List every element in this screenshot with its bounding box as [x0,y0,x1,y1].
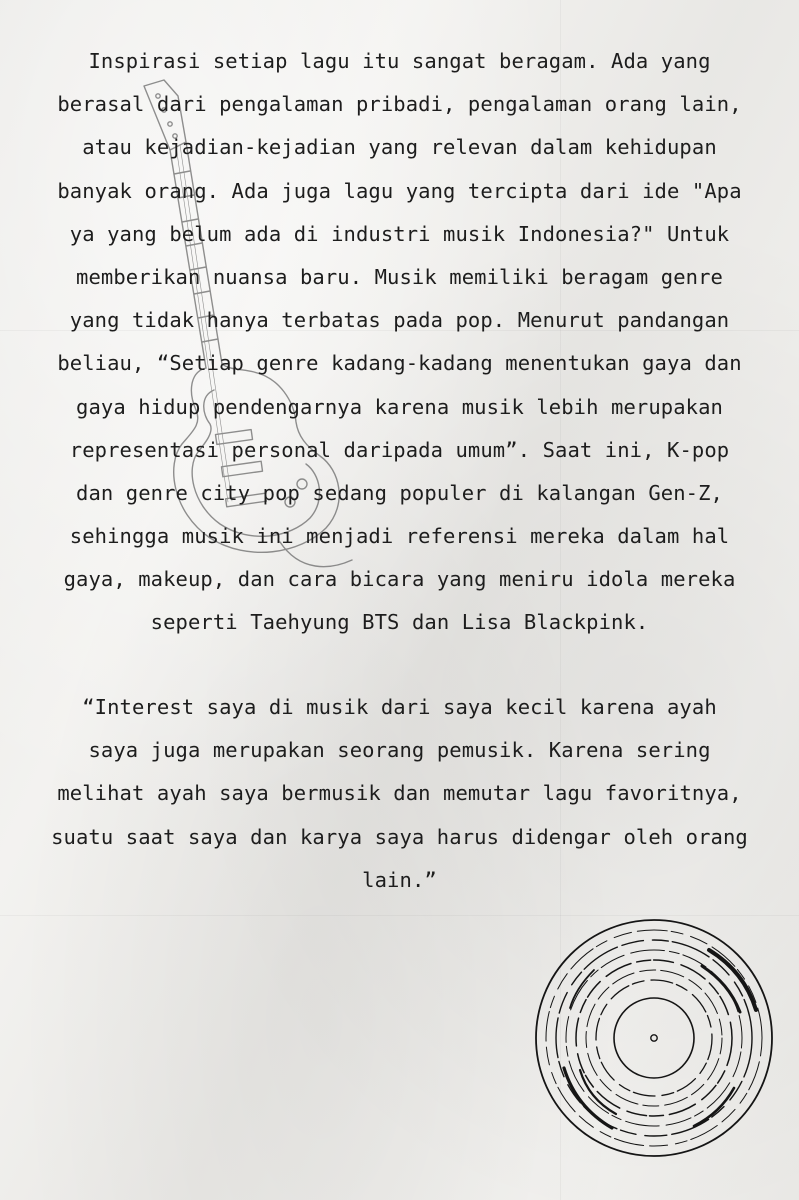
text-line: sehingga musik ini menjadi referensi mereka dalam hal [69,524,730,549]
text-line: memberikan nuansa baru. Musik memiliki beragam genre [76,264,723,289]
text-line: saya juga merupakan seorang pemusik. Karena sering [88,738,711,763]
text-line: Inspirasi setiap lagu itu sangat beragam. Ada yang [88,49,711,73]
text-line: gaya hidup pendengarnya karena musik lebih merupakan [76,394,723,419]
text-line: seperti Taehyung BTS dan Lisa Blackpink. [150,610,649,635]
text-line: ya yang belum ada di industri musik Indonesia?" Untuk [69,221,730,246]
text-line: banyak orang. Ada juga lagu yang tercipta dari ide "Apa [57,178,742,203]
text-line: “Interest saya di musik dari saya kecil karena ayah [82,695,717,719]
text-line: suatu saat saya dan karya saya harus didengar oleh orang [51,824,748,849]
paragraph-inspiration [0,40,799,645]
text-line: beliau, “Setiap genre kadang-kadang menentukan gaya dan [57,351,742,376]
paragraph-quote [0,686,799,902]
text-line: atau kejadian-kejadian yang relevan dalam kehidupan [82,135,717,160]
text-line: representasi personal daripada umum”. Saat ini, K-pop [69,437,730,462]
vinyl-record-icon [534,918,774,1158]
text-line: lain.” [362,867,437,892]
text-line: melihat ayah saya bermusik dan memutar lagu favoritnya, [57,781,742,806]
text-line: yang tidak hanya terbatas pada pop. Menurut pandangan [69,308,730,333]
text-line: dan genre city pop sedang populer di kalangan Gen-Z, [76,480,723,505]
text-line: berasal dari pengalaman pribadi, pengalaman orang lain, [57,92,742,117]
text-line: gaya, makeup, dan cara bicara yang meniru idola mereka [63,567,736,592]
paper-crease [0,915,799,916]
